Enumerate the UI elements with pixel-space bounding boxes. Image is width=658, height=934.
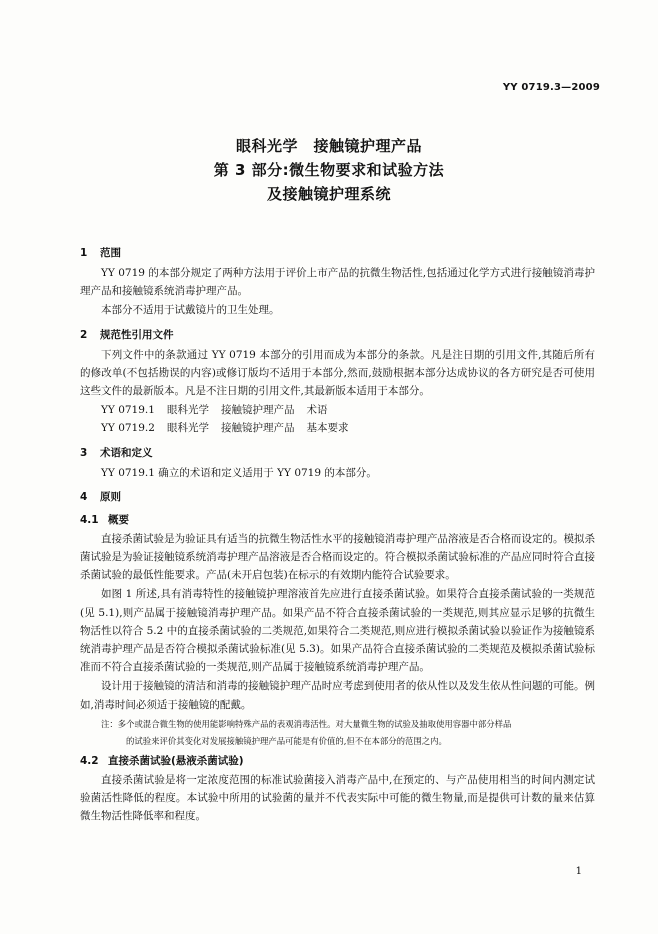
title-line-3: 及接触镜护理系统 (266, 185, 391, 203)
reference-topic: 基本要求 (306, 422, 349, 435)
paragraph: 直接杀菌试验是将一定浓度范围的标准试验菌接入消毒产品中,在预定的、与产品使用相当的时间内测定试验菌活性降低的程度。本试验中所用的试验菌的量并不代表实际中可能的微生物量,而是提供可计数的量来估算微生物活性降低率和程度。 (80, 773, 595, 823)
note-continuation: 的试验来评价其变化对发展接触镜护理产品可能是有价值的,但不在本部分的范围之内。 (126, 735, 447, 746)
reference-sub: 接触镜护理产品 (220, 422, 295, 435)
reference-topic: 术语 (306, 404, 328, 417)
reference-name: 眼科光学 (166, 422, 209, 435)
section-title: 原则 (100, 490, 121, 503)
section-heading-principle (80, 486, 595, 508)
section-number: 2 (80, 328, 88, 341)
section-title: 术语和定义 (100, 446, 153, 459)
paragraph: 如图 1 所述,具有消毒特性的接触镜护理溶液首先应进行直接杀菌试验。如果符合直接杀菌试验的一类规范(见 5.1),则产品属于接触镜消毒护理产品。如果产品不符合直接杀菌试验的一类规范,则其应显示足够的抗微生物活性以符合 5.2 中的直接杀菌试验的二类规范,如果符合二类规范,则应进行模拟杀菌试验以验证作为接触镜系统消毒护理产品是否符合模拟杀菌试验标准(见 5.3)。如果产品符合直接杀菌试验的二类规范及模拟杀菌试验标准而不符合直接杀菌试验的一类规范,则产品属于接触镜系统消毒护理产品。 (80, 588, 595, 674)
paragraph: YY 0719 的本部分规定了两种方法用于评价上市产品的抗微生物活性,包括通过化学方式进行接触镜消毒护理产品和接触镜系统消毒护理产品。 (80, 267, 595, 298)
title-line-1: 眼科光学 接触镜护理产品 (235, 137, 422, 155)
subsection-heading-general (80, 510, 595, 530)
section-number: 1 (80, 247, 88, 259)
reference-name: 眼科光学 (166, 404, 209, 417)
paragraph: YY 0719.1 确立的术语和定义适用于 YY 0719 的本部分。 (101, 466, 377, 479)
subsection-title: 概要 (108, 513, 129, 526)
paragraph: 本部分不适用于试戴镜片的卫生处理。 (101, 304, 280, 317)
subsection-number: 4.1 (80, 513, 99, 526)
page-number: 1 (575, 866, 582, 877)
section-heading-scope (80, 242, 595, 264)
paragraph: 设计用于接触镜的清洁和消毒的接触镜护理产品时应考虑到使用者的依从性以及发生依从性问题的可能。例如,消毒时间必须适于接触镜的配戴。 (80, 680, 595, 711)
note: 注：多个或混合微生物的使用能影响特殊产品的表观消毒活性。对大量微生物的试验及抽取使用容器中部分样品 (101, 718, 512, 729)
document-title (0, 134, 658, 206)
reference-item (80, 419, 595, 437)
subsection-heading-suspension-test (80, 751, 595, 771)
reference-code: YY 0719.1 (101, 404, 155, 417)
reference-code: YY 0719.2 (101, 422, 155, 435)
reference-item (80, 401, 595, 419)
document-body (80, 238, 595, 826)
paragraph: 直接杀菌试验是为验证具有适当的抗微生物活性水平的接触镜消毒护理产品溶液是否合格而设定的。模拟杀菌试验是为验证接触镜系统消毒护理产品溶液是否合格而设定的。符合模拟杀菌试验标准的产品应同时符合直接杀菌试验的最低性能要求。产品(未开启包装)在标示的有效期内能符合试验要求。 (80, 532, 595, 582)
reference-sub: 接触镜护理产品 (220, 404, 295, 417)
subsection-number: 4.2 (80, 754, 99, 767)
paragraph: 下列文件中的条款通过 YY 0719 本部分的引用而成为本部分的条款。凡是注日期的引用文件,其随后所有的修改单(不包括勘误的内容)或修订版均不适用于本部分,然而,鼓励根据本部分达成协议的各方研究是否可使用这些文件的最新版本。凡是不注日期的引用文件,其最新版本适用于本部分。 (80, 348, 595, 398)
section-title: 范围 (100, 247, 121, 259)
section-heading-normative-references (80, 324, 595, 346)
section-heading-terms (80, 442, 595, 464)
subsection-title: 直接杀菌试验(悬液杀菌试验) (108, 754, 244, 767)
document-code: YY 0719.3—2009 (502, 82, 600, 93)
title-line-2: 第 3 部分:微生物要求和试验方法 (213, 161, 445, 179)
section-title: 规范性引用文件 (100, 328, 174, 341)
section-number: 4 (80, 490, 88, 503)
section-number: 3 (80, 446, 88, 459)
